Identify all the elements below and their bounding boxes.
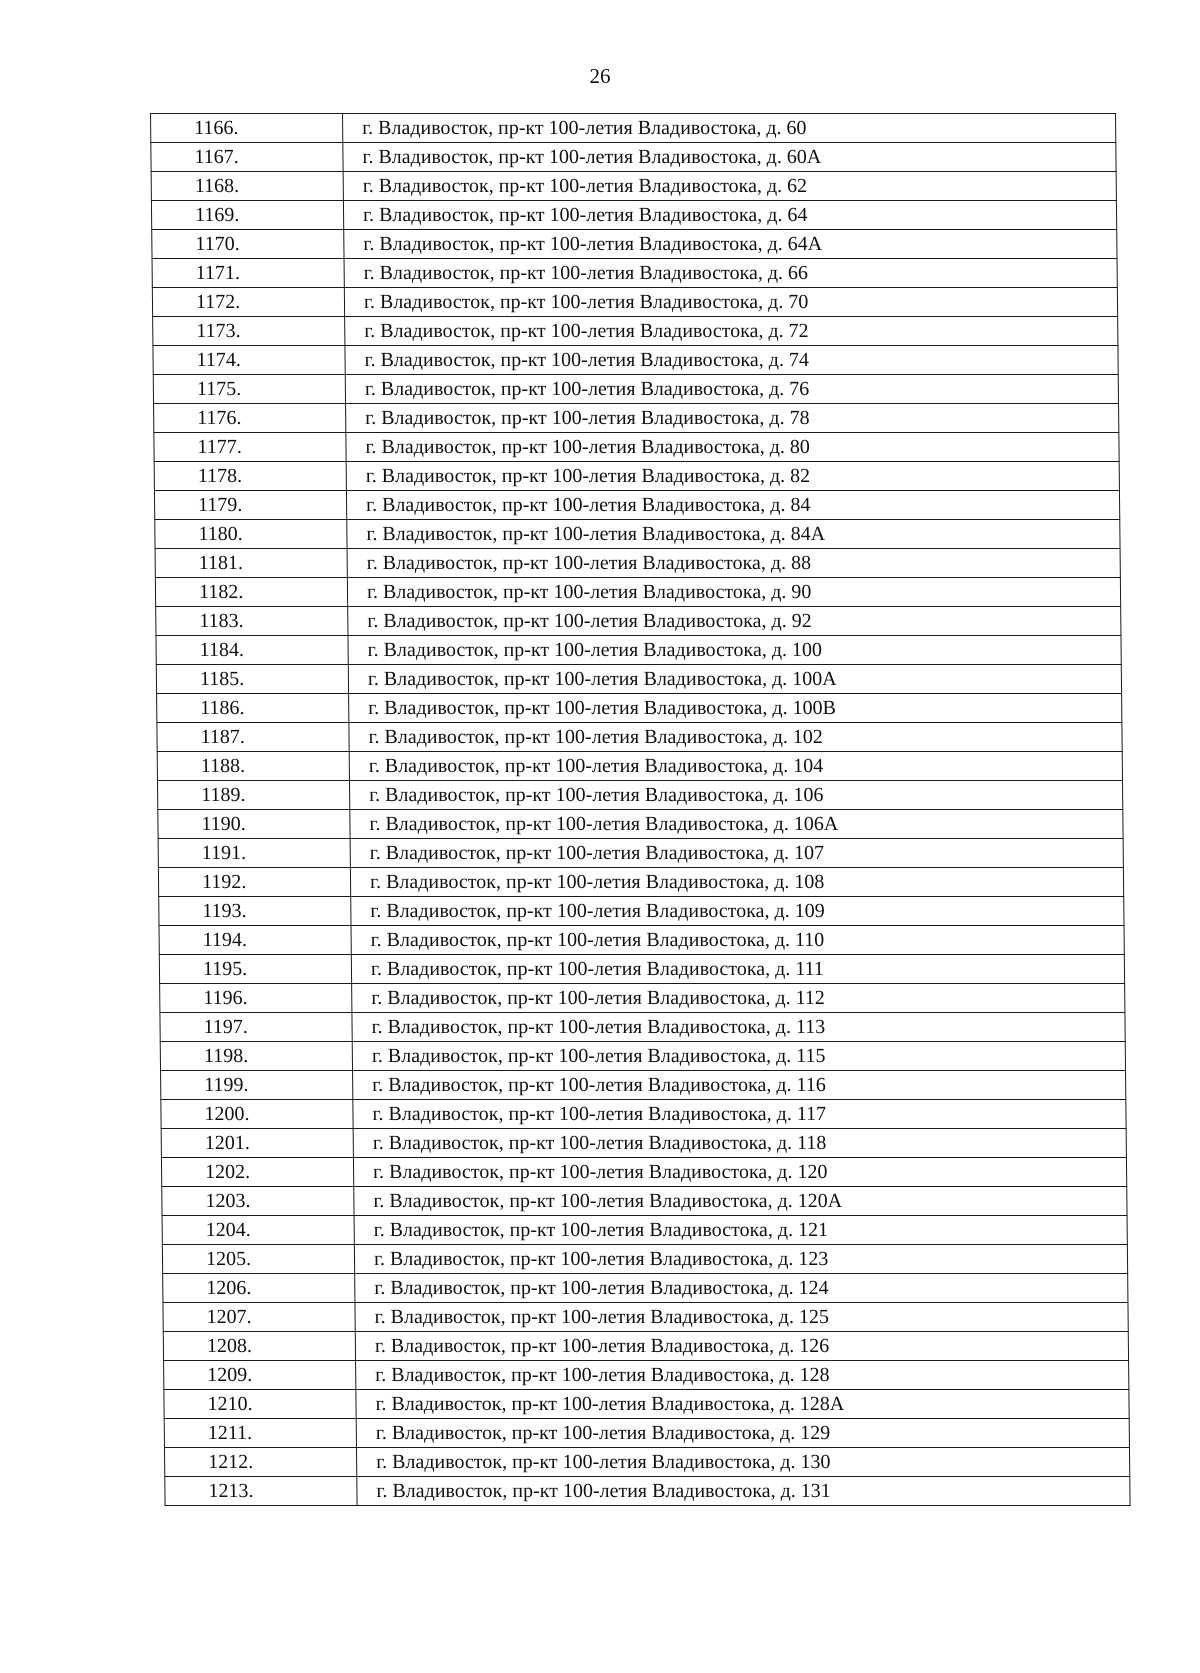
table-row [153, 346, 1118, 375]
row-address: г. Владивосток, пр-кт 100-летия Владивостока, д. 131 [357, 1477, 1130, 1506]
row-number: 1177. [154, 433, 346, 462]
row-number: 1171. [152, 259, 344, 288]
table-row [153, 375, 1118, 404]
row-number: 1172. [152, 288, 344, 317]
row-number: 1204. [162, 1216, 354, 1245]
table-row [161, 1100, 1126, 1129]
row-number: 1201. [161, 1129, 353, 1158]
row-address: г. Владивосток, пр-кт 100-летия Владивостока, д. 64А [344, 230, 1117, 259]
row-number: 1199. [161, 1071, 353, 1100]
row-address: г. Владивосток, пр-кт 100-летия Владивостока, д. 74 [345, 346, 1118, 375]
row-address: г. Владивосток, пр-кт 100-летия Владивостока, д. 106 [349, 781, 1122, 810]
table-row [157, 694, 1122, 723]
row-number: 1206. [163, 1274, 355, 1303]
table-row [161, 1158, 1126, 1187]
row-address: г. Владивосток, пр-кт 100-летия Владивостока, д. 113 [352, 1013, 1125, 1042]
row-number: 1183. [156, 607, 348, 636]
table-row [163, 1274, 1128, 1303]
table-row [164, 1361, 1129, 1390]
row-address: г. Владивосток, пр-кт 100-летия Владивостока, д. 125 [355, 1303, 1128, 1332]
row-number: 1211. [164, 1419, 356, 1448]
row-address: г. Владивосток, пр-кт 100-летия Владивостока, д. 116 [353, 1071, 1126, 1100]
row-address: г. Владивосток, пр-кт 100-летия Владивостока, д. 110 [351, 926, 1124, 955]
row-address: г. Владивосток, пр-кт 100-летия Владивостока, д. 118 [353, 1129, 1126, 1158]
row-address: г. Владивосток, пр-кт 100-летия Владивостока, д. 112 [352, 984, 1125, 1013]
row-address: г. Владивосток, пр-кт 100-летия Владивостока, д. 121 [354, 1216, 1127, 1245]
table-row [155, 549, 1120, 578]
row-address: г. Владивосток, пр-кт 100-летия Владивостока, д. 126 [355, 1332, 1128, 1361]
row-number: 1196. [160, 984, 352, 1013]
row-address: г. Владивосток, пр-кт 100-летия Владивостока, д. 76 [345, 375, 1118, 404]
row-number: 1203. [162, 1187, 354, 1216]
row-address: г. Владивосток, пр-кт 100-летия Владивостока, д. 78 [346, 404, 1119, 433]
table-row [153, 317, 1118, 346]
table-row [158, 810, 1123, 839]
row-number: 1200. [161, 1100, 353, 1129]
row-address: г. Владивосток, пр-кт 100-летия Владивостока, д. 108 [350, 868, 1123, 897]
row-address: г. Владивосток, пр-кт 100-летия Владивостока, д. 72 [345, 317, 1118, 346]
row-number: 1186. [157, 694, 349, 723]
row-number: 1207. [163, 1303, 355, 1332]
row-number: 1194. [159, 926, 351, 955]
row-number: 1176. [154, 404, 346, 433]
table-row [162, 1245, 1127, 1274]
row-address: г. Владивосток, пр-кт 100-летия Владивостока, д. 117 [353, 1100, 1126, 1129]
row-address: г. Владивосток, пр-кт 100-летия Владивостока, д. 90 [347, 578, 1120, 607]
row-address: г. Владивосток, пр-кт 100-летия Владивостока, д. 92 [348, 607, 1121, 636]
row-number: 1187. [157, 723, 349, 752]
row-address: г. Владивосток, пр-кт 100-летия Владивостока, д. 84 [346, 491, 1119, 520]
row-number: 1173. [153, 317, 345, 346]
table-row [165, 1477, 1130, 1506]
table-row [159, 926, 1124, 955]
row-number: 1209. [164, 1361, 356, 1390]
table-row [152, 288, 1117, 317]
table-row [151, 201, 1116, 230]
row-address: г. Владивосток, пр-кт 100-летия Владивостока, д. 100 [348, 636, 1121, 665]
row-address: г. Владивосток, пр-кт 100-летия Владивостока, д. 70 [344, 288, 1117, 317]
table-row [159, 955, 1124, 984]
table-row [157, 781, 1122, 810]
row-address: г. Владивосток, пр-кт 100-летия Владивостока, д. 123 [354, 1245, 1127, 1274]
row-number: 1198. [160, 1042, 352, 1071]
table-row [155, 520, 1120, 549]
row-number: 1178. [154, 462, 346, 491]
table-row [157, 723, 1122, 752]
table-row [151, 172, 1116, 201]
row-number: 1184. [156, 636, 348, 665]
table-row [152, 259, 1117, 288]
row-address: г. Владивосток, пр-кт 100-летия Владивостока, д. 130 [356, 1448, 1129, 1477]
table-row [163, 1303, 1128, 1332]
row-number: 1182. [155, 578, 347, 607]
row-number: 1191. [158, 839, 350, 868]
table-row [162, 1187, 1127, 1216]
row-number: 1197. [160, 1013, 352, 1042]
row-address: г. Владивосток, пр-кт 100-летия Владивостока, д. 107 [350, 839, 1123, 868]
table-row [164, 1448, 1129, 1477]
table-row [156, 636, 1121, 665]
table-row [155, 578, 1120, 607]
row-number: 1210. [164, 1390, 356, 1419]
row-address: г. Владивосток, пр-кт 100-летия Владивостока, д. 120А [354, 1187, 1127, 1216]
row-address: г. Владивосток, пр-кт 100-летия Владивостока, д. 109 [351, 897, 1124, 926]
row-number: 1181. [155, 549, 347, 578]
address-table [150, 113, 1131, 1506]
table-row [159, 897, 1124, 926]
row-address: г. Владивосток, пр-кт 100-летия Владивостока, д. 124 [355, 1274, 1128, 1303]
row-address: г. Владивосток, пр-кт 100-летия Владивостока, д. 111 [351, 955, 1124, 984]
row-address: г. Владивосток, пр-кт 100-летия Владивостока, д. 60А [343, 143, 1116, 172]
table-row [160, 1013, 1125, 1042]
table-row [152, 230, 1117, 259]
table-row [154, 404, 1119, 433]
table-row [156, 607, 1121, 636]
table-row [164, 1390, 1129, 1419]
table-row [154, 462, 1119, 491]
table-row [158, 839, 1123, 868]
table-row [164, 1419, 1129, 1448]
table-row [160, 984, 1125, 1013]
row-number: 1213. [165, 1477, 357, 1506]
row-number: 1202. [161, 1158, 353, 1187]
row-number: 1174. [153, 346, 345, 375]
table-row [151, 114, 1116, 143]
table-row [156, 665, 1121, 694]
row-address: г. Владивосток, пр-кт 100-летия Владивостока, д. 64 [343, 201, 1116, 230]
table-row [154, 433, 1119, 462]
row-address: г. Владивосток, пр-кт 100-летия Владивостока, д. 120 [353, 1158, 1126, 1187]
row-address: г. Владивосток, пр-кт 100-летия Владивостока, д. 62 [343, 172, 1116, 201]
row-number: 1208. [163, 1332, 355, 1361]
table-row [161, 1129, 1126, 1158]
page-number: 26 [589, 64, 611, 88]
row-address: г. Владивосток, пр-кт 100-летия Владивостока, д. 100В [349, 694, 1122, 723]
row-number: 1205. [162, 1245, 354, 1274]
table-row [160, 1042, 1125, 1071]
table-row [158, 868, 1123, 897]
row-number: 1192. [158, 868, 350, 897]
row-number: 1175. [153, 375, 345, 404]
row-address: г. Владивосток, пр-кт 100-летия Владивостока, д. 128А [356, 1390, 1129, 1419]
row-number: 1169. [151, 201, 343, 230]
row-number: 1212. [164, 1448, 356, 1477]
row-number: 1185. [156, 665, 348, 694]
row-address: г. Владивосток, пр-кт 100-летия Владивостока, д. 60 [343, 114, 1116, 143]
table-row [154, 491, 1119, 520]
row-address: г. Владивосток, пр-кт 100-летия Владивостока, д. 102 [349, 723, 1122, 752]
row-address: г. Владивосток, пр-кт 100-летия Владивостока, д. 104 [349, 752, 1122, 781]
row-number: 1189. [157, 781, 349, 810]
row-number: 1190. [158, 810, 350, 839]
row-address: г. Владивосток, пр-кт 100-летия Владивостока, д. 128 [356, 1361, 1129, 1390]
table-row [161, 1071, 1126, 1100]
address-table-body [151, 114, 1131, 1506]
row-address: г. Владивосток, пр-кт 100-летия Владивостока, д. 66 [344, 259, 1117, 288]
row-address: г. Владивосток, пр-кт 100-летия Владивостока, д. 88 [347, 549, 1120, 578]
row-address: г. Владивосток, пр-кт 100-летия Владивостока, д. 115 [352, 1042, 1125, 1071]
row-number: 1179. [154, 491, 346, 520]
row-number: 1166. [151, 114, 343, 143]
row-number: 1167. [151, 143, 343, 172]
row-address: г. Владивосток, пр-кт 100-летия Владивостока, д. 80 [346, 433, 1119, 462]
row-address: г. Владивосток, пр-кт 100-летия Владивостока, д. 106А [350, 810, 1123, 839]
row-address: г. Владивосток, пр-кт 100-летия Владивостока, д. 82 [346, 462, 1119, 491]
table-row [151, 143, 1116, 172]
row-number: 1193. [159, 897, 351, 926]
table-row [163, 1332, 1128, 1361]
row-number: 1180. [155, 520, 347, 549]
row-address: г. Владивосток, пр-кт 100-летия Владивостока, д. 129 [356, 1419, 1129, 1448]
row-number: 1168. [151, 172, 343, 201]
row-number: 1195. [159, 955, 351, 984]
row-address: г. Владивосток, пр-кт 100-летия Владивостока, д. 100А [348, 665, 1121, 694]
table-row [157, 752, 1122, 781]
row-address: г. Владивосток, пр-кт 100-летия Владивостока, д. 84А [347, 520, 1120, 549]
row-number: 1188. [157, 752, 349, 781]
table-row [162, 1216, 1127, 1245]
row-number: 1170. [152, 230, 344, 259]
